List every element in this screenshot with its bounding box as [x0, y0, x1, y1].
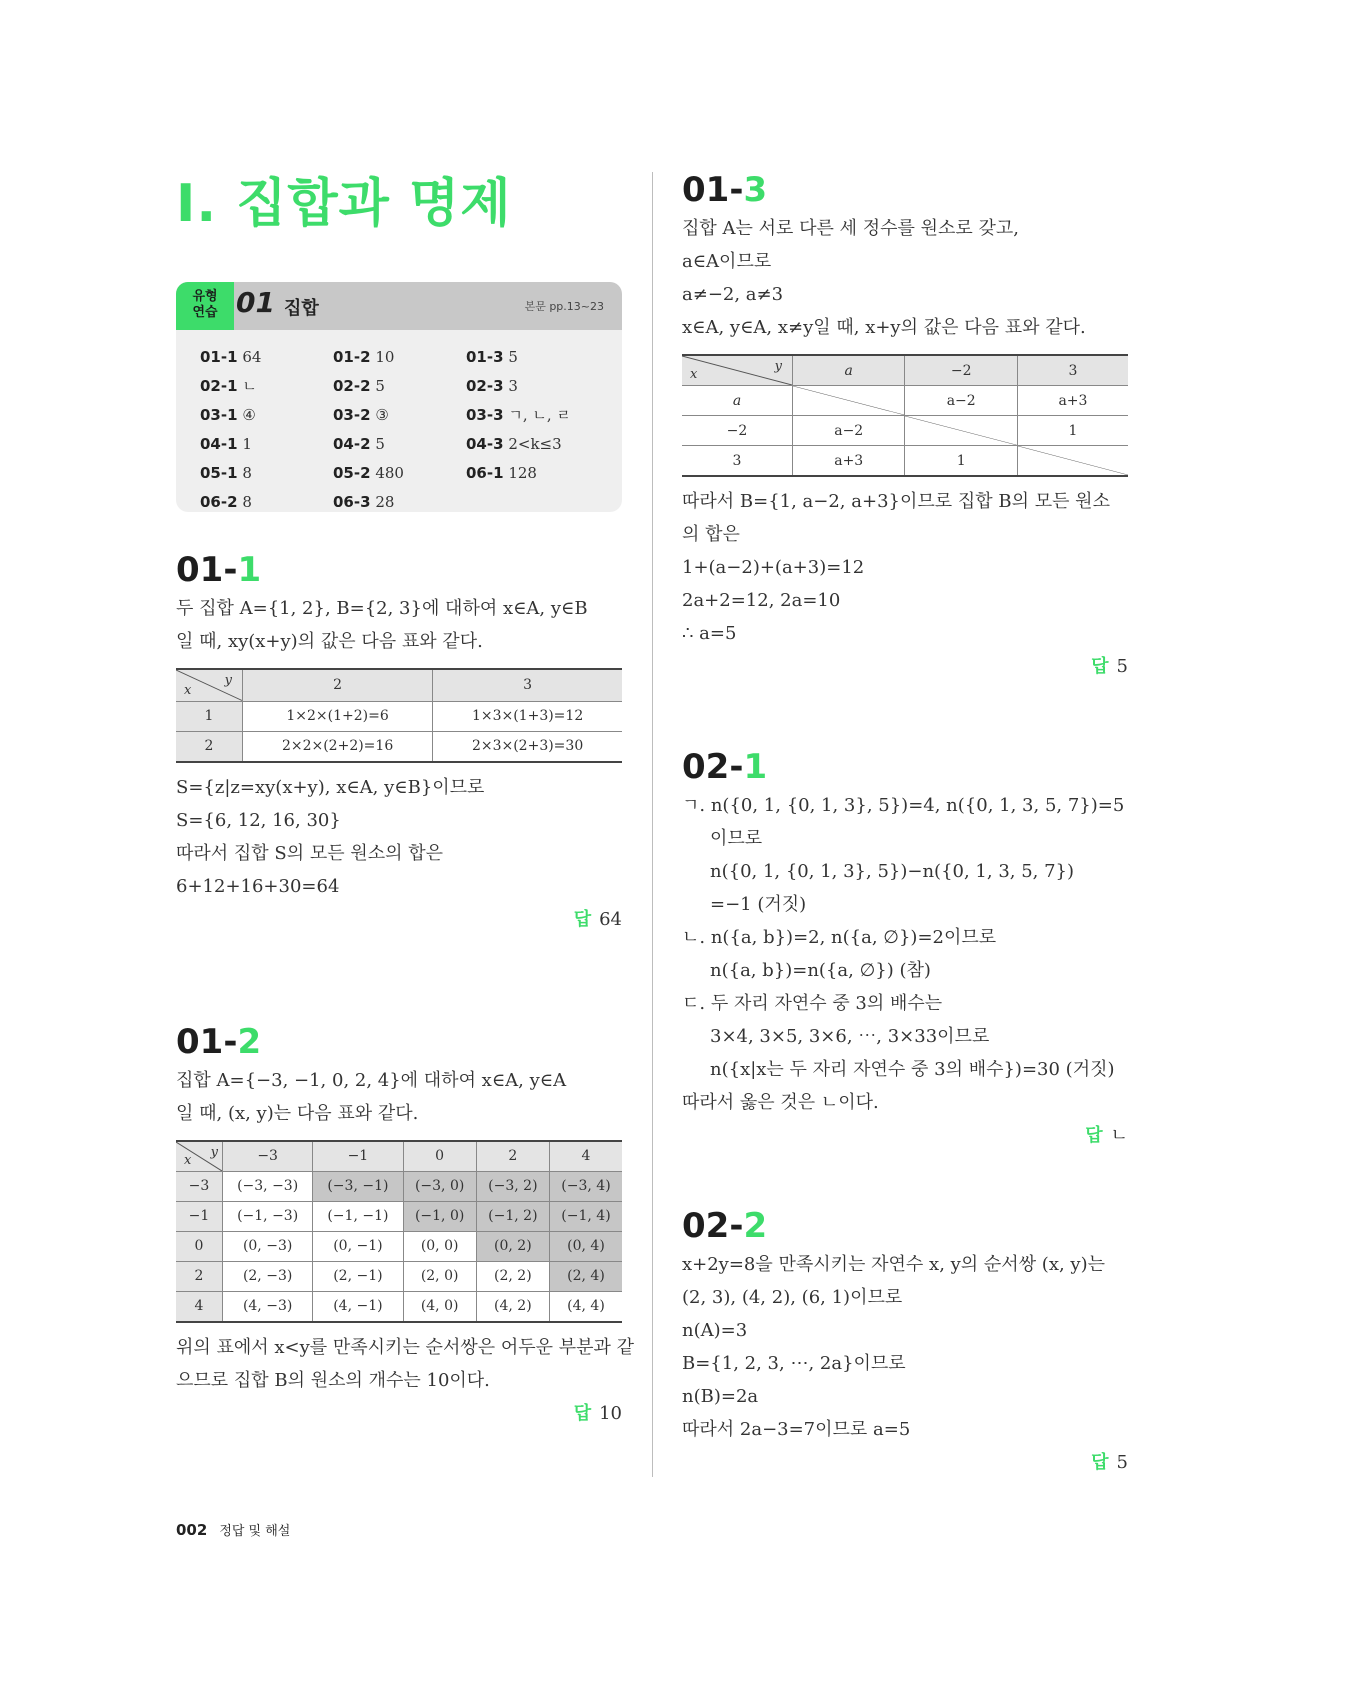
solution-text: 따라서 B={1, a−2, a+3}이므로 집합 B의 모든 원소 의 합은 1+(a−2)+(a+3)=12 2a+2=12, 2a=10 ∴ a=5: [682, 491, 1110, 644]
answer-row: [200, 429, 622, 458]
table-cell: (−1, −3): [223, 1201, 313, 1231]
solution-01-2: [176, 1020, 634, 1430]
type-banner: [176, 282, 622, 330]
table-cell: (−1, 4): [549, 1201, 622, 1231]
col-header: a: [793, 355, 905, 386]
solution-02-1: [682, 745, 1128, 1152]
solution-line: ㄴ. n({a, b})=2, n({a, ∅})=2이므로: [682, 927, 997, 948]
banner-page-ref: 본문 pp.13~23: [524, 300, 604, 313]
section-heading: 02-2: [682, 1206, 768, 1246]
table-cell: (2, −3): [223, 1261, 313, 1291]
col-header: −1: [313, 1141, 403, 1172]
empty-cell: [1017, 446, 1128, 477]
table-cell: (0, 2): [476, 1231, 549, 1261]
row-header: a: [682, 386, 793, 416]
final-answer: 답 10: [573, 1402, 622, 1424]
table-cell: a−2: [793, 416, 905, 446]
table-cell: (−3, −3): [223, 1171, 313, 1201]
right-column: [682, 168, 1128, 1479]
pair-table: [176, 1140, 622, 1323]
row-header: −2: [682, 416, 793, 446]
chapter-title: [176, 168, 622, 246]
final-answer: 답 5: [1091, 1452, 1128, 1473]
row-header: −1: [176, 1201, 223, 1231]
solution-02-2: [682, 1204, 1128, 1479]
solution-line: 따라서 옳은 것은 ㄴ이다.: [682, 1092, 879, 1113]
solution-text: [682, 789, 1128, 1119]
intro-text: 집합 A는 서로 다른 세 정수를 원소로 갖고, a∈A이므로 a≠−2, a≠3 x∈A, y∈A, x≠y일 때, x+y의 값은 다음 표와 같다.: [682, 218, 1086, 338]
answer-item: 04-3 2<k≤3: [466, 434, 562, 453]
col-header: 3: [433, 669, 622, 701]
answer-row: [200, 400, 622, 429]
answer-item: 02-3 3: [466, 376, 518, 395]
col-header: 2: [243, 669, 433, 701]
col-header: −2: [905, 355, 1017, 386]
row-header: 1: [176, 701, 243, 731]
solution-line: n({a, b})=n({a, ∅}) (참): [710, 960, 931, 981]
row-header: 2: [176, 731, 243, 762]
section-heading: 02-1: [682, 747, 768, 787]
answer-item: 02-2 5: [333, 376, 385, 395]
table-cell: 1: [905, 446, 1017, 477]
table-cell: (4, −1): [313, 1291, 403, 1322]
solution-line: n({x|x는 두 자리 자연수 중 3의 배수})=30 (거짓): [710, 1059, 1115, 1080]
table-cell: (0, 0): [403, 1231, 476, 1261]
answer-row: [200, 371, 622, 400]
col-header: −3: [223, 1141, 313, 1172]
empty-cell: [793, 386, 905, 416]
row-header: −3: [176, 1171, 223, 1201]
table-cell: a−2: [905, 386, 1017, 416]
section-heading: 01-3: [682, 170, 768, 210]
quick-answers: [176, 330, 622, 512]
answer-item: 04-2 5: [333, 434, 385, 453]
solution-line: =−1 (거짓): [710, 894, 807, 915]
table-cell: (−3, 2): [476, 1171, 549, 1201]
answer-item: 03-1 ④: [200, 405, 256, 424]
col-header: 4: [549, 1141, 622, 1172]
answer-item: 06-2 8: [200, 492, 252, 511]
table-cell: (−3, 0): [403, 1171, 476, 1201]
row-header: 2: [176, 1261, 223, 1291]
table-cell: (4, 4): [549, 1291, 622, 1322]
table-cell: (4, 2): [476, 1291, 549, 1322]
diag-header: x y: [176, 1141, 223, 1172]
sum-table: [682, 354, 1128, 477]
answer-item: 04-1 1: [200, 434, 252, 453]
final-answer: 답 5: [1091, 656, 1128, 677]
chapter-numeral: Ⅰ.: [176, 174, 218, 234]
answer-item: 01-1 64: [200, 347, 262, 366]
solution-line: n({0, 1, {0, 1, 3}, 5})−n({0, 1, 3, 5, 7}): [710, 861, 1075, 882]
table-cell: (4, −3): [223, 1291, 313, 1322]
answer-item: 01-2 10: [333, 347, 395, 366]
table-cell: (−1, −1): [313, 1201, 403, 1231]
table-cell: (−1, 2): [476, 1201, 549, 1231]
table-cell: (2, 0): [403, 1261, 476, 1291]
intro-text: 집합 A={−3, −1, 0, 2, 4}에 대하여 x∈A, y∈A 일 때, (x, y)는 다음 표와 같다.: [176, 1069, 567, 1124]
row-header: 3: [682, 446, 793, 477]
solution-line: ㄷ. 두 자리 자연수 중 3의 배수는: [682, 993, 943, 1014]
answer-item: 05-2 480: [333, 463, 404, 482]
table-cell: 2×2×(2+2)=16: [243, 731, 433, 762]
col-header: 0: [403, 1141, 476, 1172]
col-header: 2: [476, 1141, 549, 1172]
row-header: 4: [176, 1291, 223, 1322]
table-cell: 1: [1017, 416, 1128, 446]
left-column: [176, 168, 634, 1430]
badge-line1: 유형: [192, 289, 218, 304]
solution-text: 위의 표에서 x<y를 만족시키는 순서쌍은 어두운 부분과 같 으므로 집합 B의 원소의 개수는 10이다.: [176, 1336, 634, 1391]
solution-text: S={z|z=xy(x+y), x∈A, y∈B}이므로 S={6, 12, 16, 30} 따라서 집합 S의 모든 원소의 합은 6+12+16+30=64: [176, 776, 485, 897]
table-cell: (0, −3): [223, 1231, 313, 1261]
solution-line: 3×4, 3×5, 3×6, ⋯, 3×33이므로: [710, 1026, 990, 1047]
solution-01-1: [176, 548, 622, 936]
banner-number: 01: [236, 286, 275, 319]
table-cell: 1×2×(1+2)=6: [243, 701, 433, 731]
solution-line: ㄱ. n({0, 1, {0, 1, 3}, 5})=4, n({0, 1, 3, 5, 7})=5: [682, 795, 1125, 816]
answer-item: 02-1 ㄴ: [200, 377, 257, 395]
table-cell: a+3: [793, 446, 905, 477]
intro-text: 두 집합 A={1, 2}, B={2, 3}에 대하여 x∈A, y∈B 일 때, xy(x+y)의 값은 다음 표와 같다.: [176, 598, 588, 652]
page-footer: [176, 1520, 290, 1539]
column-divider: [652, 172, 653, 1477]
footer-label: 정답 및 해설: [219, 1524, 291, 1539]
table-cell: (2, 4): [549, 1261, 622, 1291]
type-badge: [176, 282, 234, 330]
section-heading: 01-1: [176, 550, 262, 590]
answer-item: 03-3 ㄱ, ㄴ, ㄹ: [466, 406, 571, 424]
table-cell: (0, −1): [313, 1231, 403, 1261]
table-cell: (0, 4): [549, 1231, 622, 1261]
table-cell: (−3, 4): [549, 1171, 622, 1201]
col-header: 3: [1017, 355, 1128, 386]
solution-text: x+2y=8을 만족시키는 자연수 x, y의 순서쌍 (x, y)는 (2, 3), (4, 2), (6, 1)이므로 n(A)=3 B={1, 2, 3, ⋯, 2a}이므로 n(B)=2a 따라서 2a−3=7이므로 a=5: [682, 1254, 1105, 1440]
answer-row: [200, 487, 622, 516]
table-cell: (2, 2): [476, 1261, 549, 1291]
answer-row: [200, 458, 622, 487]
section-heading: 01-2: [176, 1021, 262, 1062]
table-cell: (−1, 0): [403, 1201, 476, 1231]
answer-item: 06-1 128: [466, 463, 537, 482]
final-answer: 답 64: [573, 908, 622, 930]
banner-title: 집합: [284, 298, 319, 319]
xy-table: [176, 668, 622, 763]
table-cell: (2, −1): [313, 1261, 403, 1291]
final-answer: 답 ㄴ: [1085, 1125, 1128, 1146]
answer-item: 05-1 8: [200, 463, 252, 482]
table-cell: (4, 0): [403, 1291, 476, 1322]
table-cell: (−3, −1): [313, 1171, 403, 1201]
answer-item: 06-3 28: [333, 492, 395, 511]
page-number: 002: [176, 1521, 208, 1539]
answer-row: [200, 342, 622, 371]
diag-header: x y: [176, 669, 243, 701]
answer-item: 01-3 5: [466, 347, 518, 366]
answer-item: 03-2 ③: [333, 405, 389, 424]
solution-line: 이므로: [710, 828, 763, 849]
table-cell: a+3: [1017, 386, 1128, 416]
diag-header: x y: [682, 355, 793, 386]
solution-01-3: [682, 168, 1128, 683]
badge-line2: 연습: [192, 305, 218, 320]
table-cell: 1×3×(1+3)=12: [433, 701, 622, 731]
empty-cell: [905, 416, 1017, 446]
chapter-name: 집합과 명제: [236, 174, 512, 234]
table-cell: 2×3×(2+3)=30: [433, 731, 622, 762]
row-header: 0: [176, 1231, 223, 1261]
